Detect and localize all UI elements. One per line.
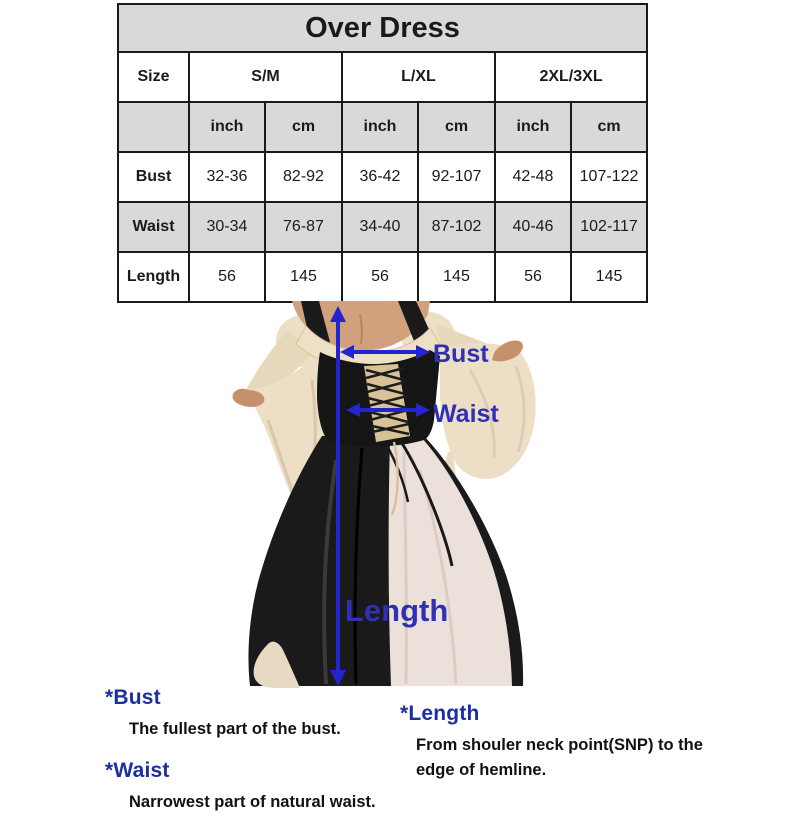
dress-figure xyxy=(170,300,550,700)
size-chart-table xyxy=(117,3,648,303)
value-cell: 56 xyxy=(342,252,418,302)
value-cell: 34-40 xyxy=(342,202,418,252)
header-size: Size xyxy=(118,52,189,102)
figure-waist-label: Waist xyxy=(433,400,499,428)
note-desc-length: From shouler neck point(SNP) to the edge of hemline. xyxy=(416,736,703,779)
figure-length-label: Length xyxy=(345,593,449,628)
note-term-bust: *Bust xyxy=(105,686,161,709)
measurement-notes-left xyxy=(105,686,435,832)
value-cell: 56 xyxy=(189,252,265,302)
header-group-sm: S/M xyxy=(189,52,342,102)
measurement-notes-right xyxy=(400,702,710,800)
figure-bust-label: Bust xyxy=(433,340,489,368)
value-cell: 30-34 xyxy=(189,202,265,252)
table-row-length xyxy=(118,252,647,302)
unit-cell: inch xyxy=(342,102,418,152)
value-cell: 40-46 xyxy=(495,202,571,252)
table-row-waist xyxy=(118,202,647,252)
row-label-bust: Bust xyxy=(118,152,189,202)
note-term-waist: *Waist xyxy=(105,759,170,782)
value-cell: 32-36 xyxy=(189,152,265,202)
note-desc-bust: The fullest part of the bust. xyxy=(129,720,341,738)
value-cell: 82-92 xyxy=(265,152,342,202)
value-cell: 102-117 xyxy=(571,202,647,252)
table-row-bust xyxy=(118,152,647,202)
note-desc-waist: Narrowest part of natural waist. xyxy=(129,793,376,811)
value-cell: 56 xyxy=(495,252,571,302)
value-cell: 145 xyxy=(265,252,342,302)
value-cell: 145 xyxy=(571,252,647,302)
chart-title: Over Dress xyxy=(118,4,647,52)
row-label-length: Length xyxy=(118,252,189,302)
value-cell: 87-102 xyxy=(418,202,495,252)
unit-cell: inch xyxy=(495,102,571,152)
value-cell: 76-87 xyxy=(265,202,342,252)
unit-cell: inch xyxy=(189,102,265,152)
value-cell: 36-42 xyxy=(342,152,418,202)
unit-cell: cm xyxy=(265,102,342,152)
value-cell: 92-107 xyxy=(418,152,495,202)
note-term-length: *Length xyxy=(400,702,480,725)
header-group-lxl: L/XL xyxy=(342,52,495,102)
unit-cell: cm xyxy=(418,102,495,152)
value-cell: 145 xyxy=(418,252,495,302)
value-cell: 42-48 xyxy=(495,152,571,202)
row-label-waist: Waist xyxy=(118,202,189,252)
value-cell: 107-122 xyxy=(571,152,647,202)
header-group-2xl3xl: 2XL/3XL xyxy=(495,52,647,102)
unit-cell: cm xyxy=(571,102,647,152)
unit-empty-cell xyxy=(118,102,189,152)
